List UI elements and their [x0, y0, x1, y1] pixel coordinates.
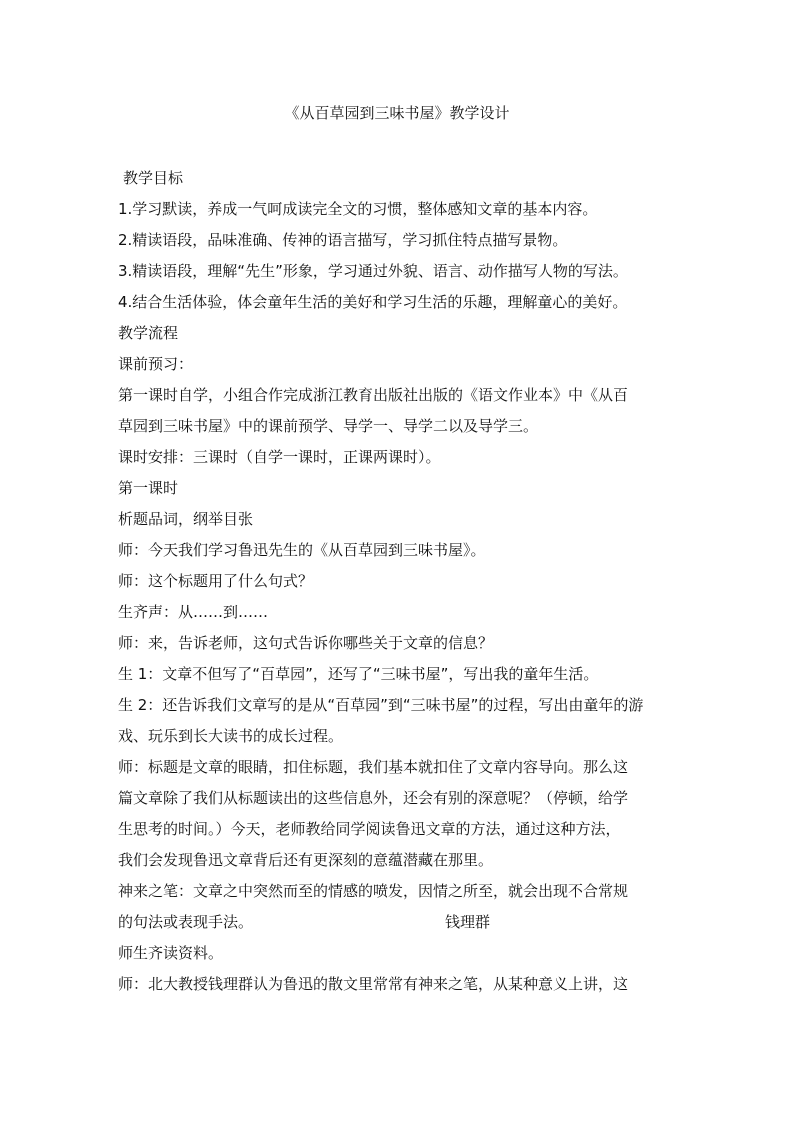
paragraph-line: 2.精读语段，品味准确、传神的语言描写，学习抓住特点描写景物。 [118, 231, 568, 249]
section-heading-lesson-one: 第一课时 [118, 479, 179, 497]
document-body [118, 163, 680, 1000]
paragraph-line: 生 2：还告诉我们文章写的是从“百草园”到“三味书屋”的过程，写出由童年的游 [118, 696, 644, 714]
paragraph-line: 生 1：文章不但写了“百草园”，还写了“三味书屋”，写出我的童年生活。 [118, 665, 599, 683]
paragraph-line-with-attribution [118, 907, 680, 938]
paragraph-line: 师：来，告诉老师，这句式告诉你哪些关于文章的信息？ [118, 634, 494, 652]
paragraph-line: 我们会发现鲁迅文章背后还有更深刻的意蕴潜藏在那里。 [118, 851, 494, 869]
paragraph-line: 神来之笔：文章之中突然而至的情感的喷发，因情之所至，就会出现不合常规 [118, 882, 629, 900]
paragraph-line: 课前预习： [118, 355, 194, 373]
section-heading-process: 教学流程 [118, 324, 179, 342]
paragraph-line: 4.结合生活体验，体会童年生活的美好和学习生活的乐趣，理解童心的美好。 [118, 293, 628, 311]
paragraph-line: 3.精读语段，理解“先生”形象，学习通过外貌、语言、动作描写人物的写法。 [118, 262, 628, 280]
paragraph-line: 课时安排：三课时（自学一课时，正课两课时）。 [118, 448, 441, 466]
document-title: 《从百草园到三味书屋》教学设计 [284, 104, 510, 122]
paragraph-line: 师：今天我们学习鲁迅先生的《从百草园到三味书屋》。 [118, 541, 486, 559]
paragraph-line: 1.学习默读，养成一气呵成读完全文的习惯，整体感知文章的基本内容。 [118, 200, 598, 218]
paragraph-line: 第一课时自学，小组合作完成浙江教育出版社出版的《语文作业本》中《从百 [118, 386, 629, 404]
attribution-name: 钱理群 [445, 913, 491, 931]
paragraph-line: 戏、玩乐到长大读书的成长过程。 [118, 727, 344, 745]
section-heading-objectives: 教学目标 [123, 169, 184, 187]
paragraph-line: 师生齐读资料。 [118, 944, 224, 962]
paragraph-line: 生思考的时间。）今天，老师教给同学阅读鲁迅文章的方法，通过这种方法， [118, 820, 621, 838]
paragraph-line: 草园到三味书屋》中的课前预学、导学一、导学二以及导学三。 [118, 417, 539, 435]
paragraph-line: 师：标题是文章的眼睛，扣住标题，我们基本就扣住了文章内容导向。那么这 [118, 758, 629, 776]
paragraph-text: 的句法或表现手法。 [118, 913, 254, 931]
paragraph-line: 析题品词，纲举目张 [118, 510, 254, 528]
paragraph-line: 师：北大教授钱理群认为鲁迅的散文里常常有神来之笔，从某种意义上讲，这 [118, 975, 629, 993]
paragraph-line: 篇文章除了我们从标题读出的这些信息外，还会有别的深意呢？（停顿，给学 [118, 789, 629, 807]
paragraph-line: 师：这个标题用了什么句式？ [118, 572, 314, 590]
paragraph-line: 生齐声：从……到…… [118, 603, 269, 621]
